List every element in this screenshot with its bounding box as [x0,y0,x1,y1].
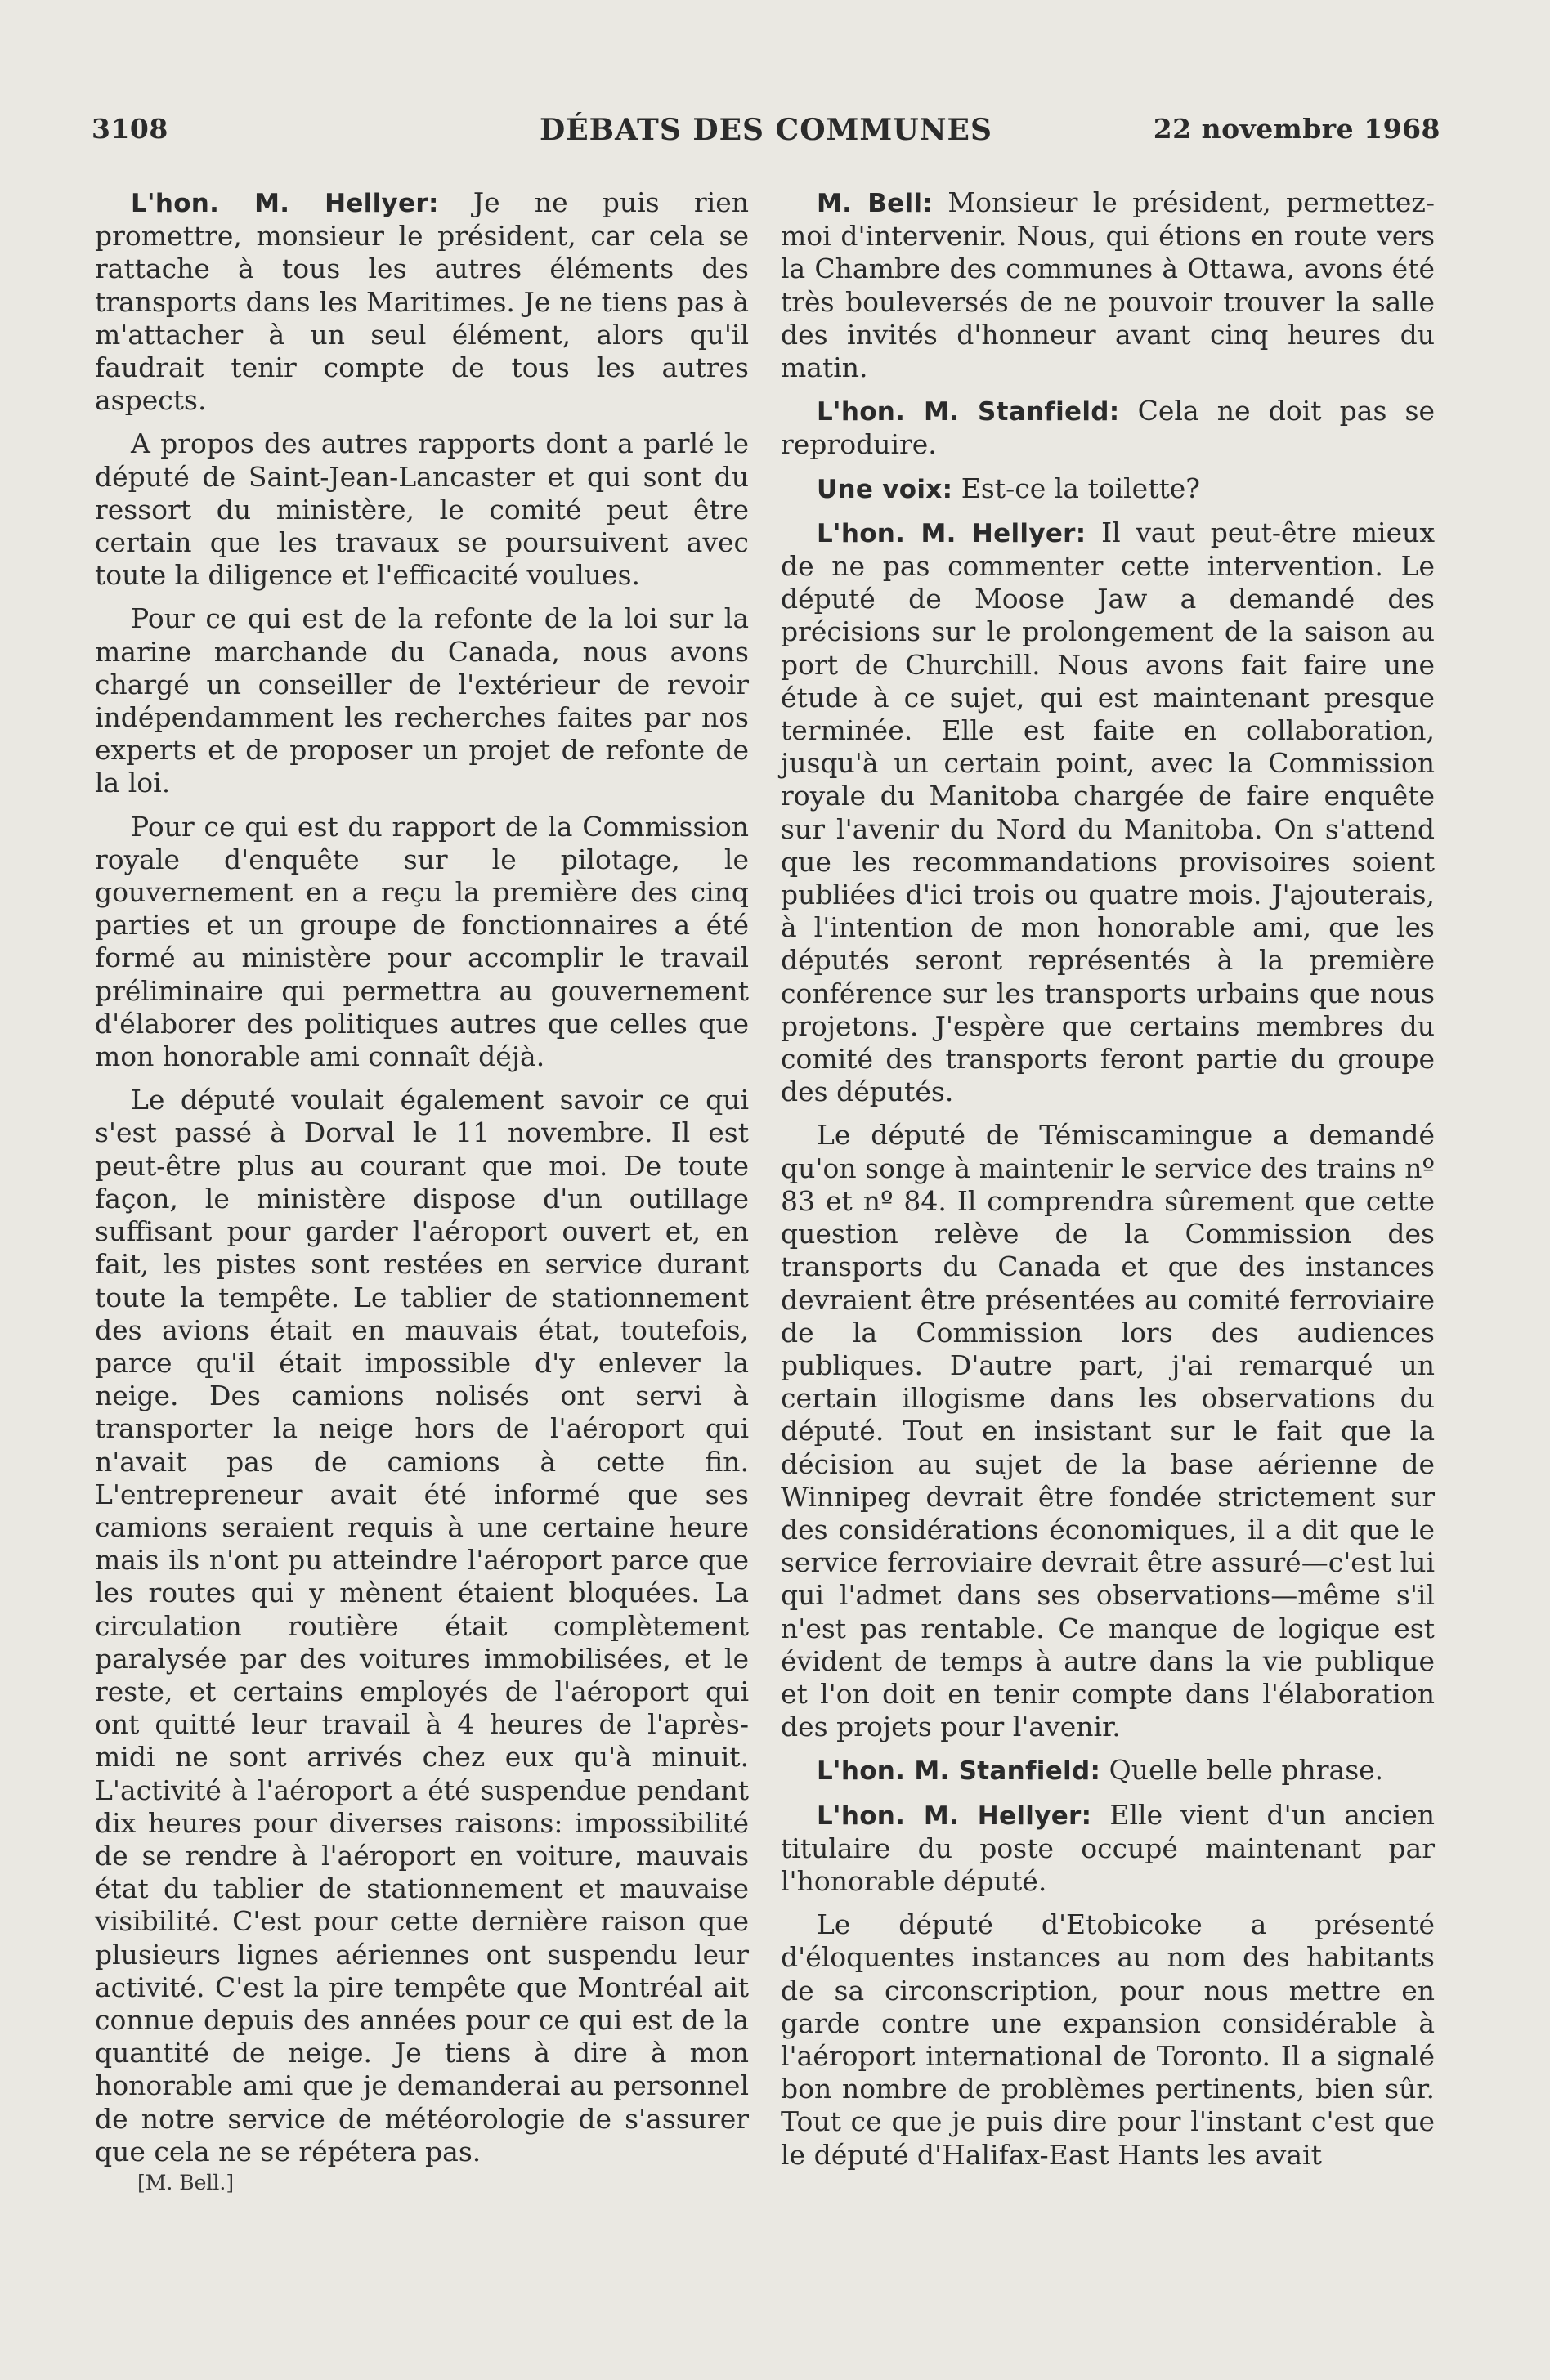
footnote: [M. Bell.] [137,2171,235,2194]
paragraph [781,395,1435,461]
paragraph-text: Monsieur le président, permettez-moi d'intervenir. Nous, qui étions en route vers la Chambre des communes à Ottawa, avons été très bouleversés de ne pouvoir trouver la salle des invités d'honneur avant cinq heures du matin. [781,186,1435,384]
paragraph-text: A propos des autres rapports dont a parlé le député de Saint-Jean-Lancaster et qui sont du ressort du ministère, le comité peut être certain que les travaux se poursuivent avec toute la diligence et l'efficacité voulues. [95,427,749,592]
page-header [92,113,1440,162]
paragraph-text: Le député voulait également savoir ce qui s'est passé à Dorval le 11 novembre. Il est peut-être plus au courant que moi. De toute façon, le ministère dispose d'un outillage suffisant pour garder l'aéroport ouvert et, en fait, les pistes sont restées en service durant toute la tempête. Le tablier de stationnement des avions était en mauvais état, toutefois, parce qu'il était impossible d'y enlever la neige. Des camions nolisés ont servi à transporter la neige hors de l'aéroport qui n'avait pas de camions à cette fin. L'entrepreneur avait été informé que ses camions seraient requis à une certaine heure mais ils n'ont pu atteindre l'aéroport parce que les routes qui y mènent étaient bloquées. La circulation routière était complètement paralysée par des voitures immobilisées, et le reste, et certains employés de l'aéroport qui ont quitté leur travail à 4 heures de l'après-midi ne sont arrivés chez eux qu'à minuit. L'activité à l'aéroport a été suspendue pendant dix heures pour diverses raisons: impossibilité de se rendre à l'aéroport en voiture, mauvais état du tablier de stationnement et mauvaise visibilité. C'est pour cette dernière raison que plusieurs lignes aériennes ont suspendu leur activité. C'est la pire tempête que Montréal ait connue depuis des années pour ce qui est de la quantité de neige. Je tiens à dire à mon honorable ami que je demanderai au personnel de notre service de météorologie de s'assurer que cela ne se répétera pas. [95,1084,749,2168]
right-column [781,186,1435,2182]
paragraph-text: Elle vient d'un ancien titulaire du poste occupé maintenant par l'honorable député. [781,1798,1435,1897]
journal-title: DÉBATS DES COMMUNES [539,113,992,147]
speaker-name: L'hon. M. Stanfield: [817,1756,1101,1787]
paragraph-text: Je ne puis rien promettre, monsieur le président, car cela se rattache à tous les autres éléments des transports dans les Maritimes. Je ne tiens pas à m'attacher à un seul élément, alors qu'il faudrait tenir compte de tous les autres aspects. [95,186,749,417]
paragraph-text: Le député d'Etobicoke a présenté d'éloquentes instances au nom des habitants de sa circonscription, pour nous mettre en garde contre une expansion considérable à l'aéroport international de Toronto. Il a signalé bon nombre de problèmes pertinents, bien sûr. Tout ce que je puis dire pour l'instant c'est que le député d'Halifax-East Hants les avait [781,1908,1435,2171]
speaker-name: M. Bell: [817,189,934,218]
page-date: 22 novembre 1968 [1153,113,1440,145]
paragraph [95,186,749,417]
speaker-name: L'hon. M. Hellyer: [131,189,439,218]
speaker-name: L'hon. M. Hellyer: [817,1801,1092,1831]
paragraph-text: Pour ce qui est du rapport de la Commission royale d'enquête sur le pilotage, le gouvernement en a reçu la première des cinq parties et un groupe de fonctionnaires a été formé au ministère pour accomplir le travail préliminaire qui permettra au gouvernement d'élaborer des politiques autres que celles que mon honorable ami connaît déjà. [95,810,749,1073]
paragraph [781,1908,1435,2172]
paragraph [781,186,1435,384]
paragraph [781,1754,1435,1787]
paragraph [95,1084,749,2168]
paragraph [781,1119,1435,1743]
left-column [95,186,749,2179]
paragraph [781,517,1435,1109]
speaker-name: Une voix: [817,474,953,504]
speaker-name: L'hon. M. Stanfield: [817,397,1120,427]
paragraph-text: Il vaut peut-être mieux de ne pas commenter cette intervention. Le député de Moose Jaw a demandé des précisions sur le prolongement de la saison au port de Churchill. Nous avons fait faire une étude à ce sujet, qui est maintenant presque terminée. Elle est faite en collaboration, jusqu'à un certain point, avec la Commission royale du Manitoba chargée de faire enquête sur l'avenir du Nord du Manitoba. On s'attend que les recommandations provisoires soient publiées d'ici trois ou quatre mois. J'ajouterais, à l'intention de mon honorable ami, que les députés seront représentés à la première conférence sur les transports urbains que nous projetons. J'espère que certains membres du comité des transports feront partie du groupe des députés. [781,516,1435,1108]
paragraph-text: Est-ce la toilette? [952,472,1200,504]
paragraph [95,427,749,592]
paragraph-text: Le député de Témiscamingue a demandé qu'on songe à maintenir le service des trains nº 83 et nº 84. Il comprendra sûrement que cette question relève de la Commission des transports du Canada et que des instances devraient être présentées au comité ferroviaire de la Commission lors des audiences publiques. D'autre part, j'ai remarqué un certain illogisme dans les observations du député. Tout en insistant sur le fait que la décision au sujet de la base aérienne de Winnipeg devrait être fondée strictement sur des considérations économiques, il a dit que le service ferroviaire devrait être assuré—c'est lui qui l'admet dans ses observations—même s'il n'est pas rentable. Ce manque de logique est évident de temps à autre dans la vie publique et l'on doit en tenir compte dans l'élaboration des projets pour l'avenir. [781,1119,1435,1743]
paragraph-text: Cela ne doit pas se reproduire. [781,395,1435,461]
paragraph-text: Quelle belle phrase. [1100,1754,1384,1787]
page-number: 3108 [92,113,168,145]
paragraph [95,811,749,1074]
speaker-name: L'hon. M. Hellyer: [817,518,1086,548]
paragraph-text: Pour ce qui est de la refonte de la loi sur la marine marchande du Canada, nous avons chargé un conseiller de l'extérieur de revoir indépendamment les recherches faites par nos experts et de proposer un projet de refonte de la loi. [95,602,749,799]
paragraph [95,602,749,799]
paragraph [781,472,1435,506]
paragraph [781,1799,1435,1899]
